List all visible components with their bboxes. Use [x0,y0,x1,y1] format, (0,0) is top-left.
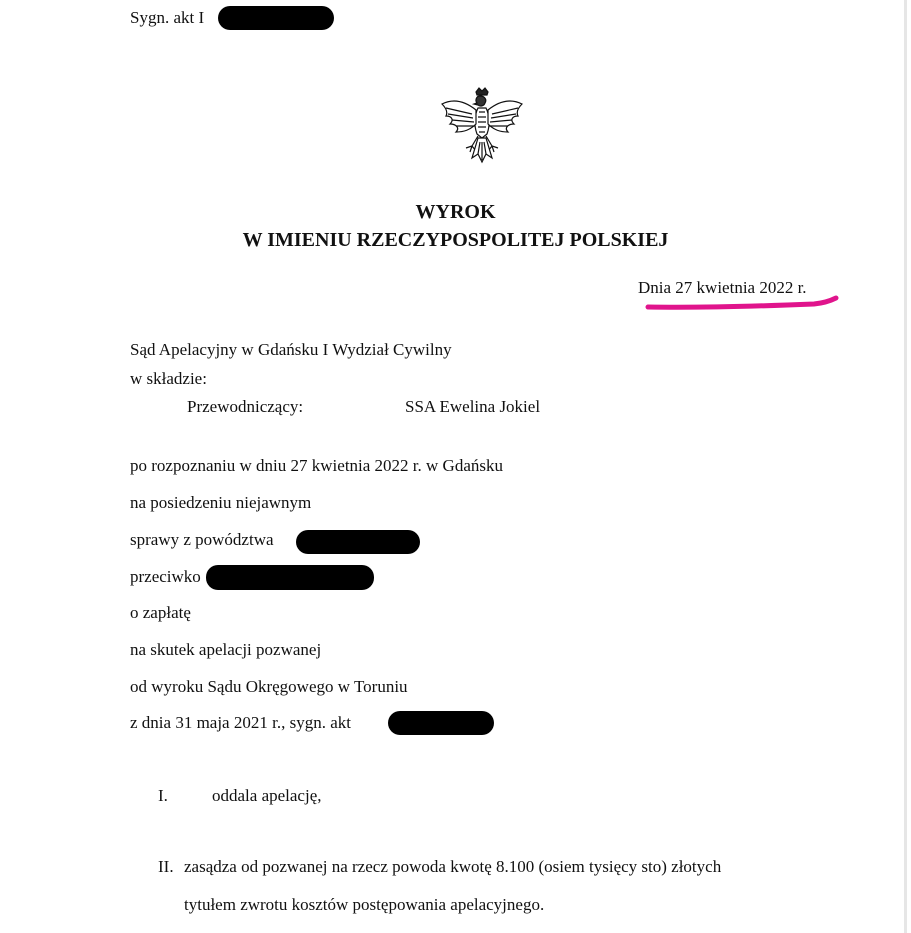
composition-label: w składzie: [130,369,207,388]
judgment-title: WYROK [415,201,496,223]
lower-judgment-line: z dnia 31 maja 2021 r., sygn. akt [130,713,351,732]
hearing-line: po rozpoznaniu w dniu 27 kwietnia 2022 r. w Gdańsku [130,456,503,475]
ruling-2-text-line2: tytułem zwrotu kosztów postępowania apelacyjnego. [184,895,545,914]
redaction-bar [388,711,494,735]
judgment-subtitle: W IMIENIU RZECZYPOSPOLITEJ POLSKIEJ [242,229,669,251]
case-signature-label: Sygn. akt I [130,8,205,27]
redaction-bar [206,565,374,590]
session-line: na posiedzeniu niejawnym [130,493,312,512]
against-line: przeciwko [130,567,201,586]
ruling-2-numeral: II. [158,857,174,876]
ruling-1-text: oddala apelację, [212,786,322,805]
highlight-underline-mark [644,290,840,314]
presiding-label: Przewodniczący: [187,397,304,416]
judgment-date: Dnia 27 kwietnia 2022 r. [638,278,807,297]
court-name: Sąd Apelacyjny w Gdańsku I Wydział Cywilny [130,340,452,359]
appeal-line: na skutek apelacji pozwanej [130,640,322,659]
claim-line: sprawy z powództwa [130,530,274,549]
ruling-1-numeral: I. [158,786,168,805]
polish-eagle-emblem-icon [436,86,528,166]
subject-line: o zapłatę [130,603,191,622]
lower-court-line: od wyroku Sądu Okręgowego w Toruniu [130,677,408,696]
ruling-2-text-line1: zasądza od pozwanej na rzecz powoda kwotę 8.100 (osiem tysięcy sto) złotych [184,857,722,876]
presiding-judge: SSA Ewelina Jokiel [405,397,541,416]
redaction-bar [296,530,420,554]
redaction-bar [218,6,334,30]
